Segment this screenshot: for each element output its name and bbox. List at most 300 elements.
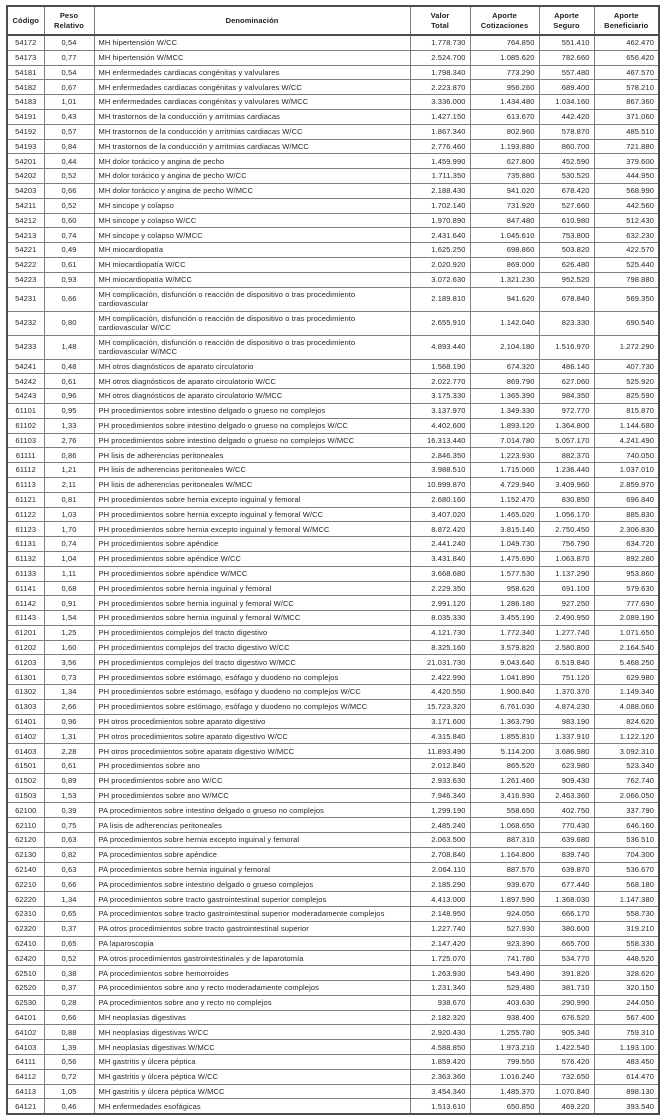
cell-aporte-beneficiario: 462.470 <box>594 35 659 50</box>
table-row <box>7 257 659 272</box>
cell-aporte-beneficiario: 815.870 <box>594 403 659 418</box>
cell-aporte-seguro: 823.330 <box>539 311 594 335</box>
cell-aporte-seguro: 782.660 <box>539 50 594 65</box>
cell-peso-relativo: 0,75 <box>44 818 94 833</box>
cell-codigo: 54193 <box>7 139 44 154</box>
cell-peso-relativo: 1,31 <box>44 729 94 744</box>
cell-aporte-seguro: 1.516.970 <box>539 335 594 359</box>
cell-aporte-seguro: 1.337.910 <box>539 729 594 744</box>
table-row <box>7 463 659 478</box>
cell-denominacion: PA procedimientos sobre intestino delgado o grueso no complejos <box>94 803 410 818</box>
cell-codigo: 54202 <box>7 169 44 184</box>
cell-codigo: 61201 <box>7 625 44 640</box>
cell-aporte-beneficiario: 244.050 <box>594 995 659 1010</box>
cell-aporte-cotizaciones: 1.893.120 <box>470 418 539 433</box>
cell-denominacion: PH procedimientos sobre intestino delgado o grueso no complejos W/MCC <box>94 433 410 448</box>
cell-codigo: 62410 <box>7 936 44 951</box>
cell-valor-total: 4.588.850 <box>410 1040 470 1055</box>
cell-valor-total: 2.189.810 <box>410 287 470 311</box>
cell-denominacion: MH dolor torácico y angina de pecho <box>94 154 410 169</box>
cell-valor-total: 4.402.600 <box>410 418 470 433</box>
cell-peso-relativo: 0,66 <box>44 1010 94 1025</box>
cell-codigo: 54191 <box>7 109 44 124</box>
cell-valor-total: 2.229.350 <box>410 581 470 596</box>
cell-aporte-seguro: 503.820 <box>539 243 594 258</box>
cell-codigo: 61113 <box>7 477 44 492</box>
cell-codigo: 54222 <box>7 257 44 272</box>
cell-valor-total: 2.431.640 <box>410 228 470 243</box>
cell-valor-total: 2.148.950 <box>410 907 470 922</box>
cell-aporte-beneficiario: 393.540 <box>594 1099 659 1114</box>
table-row <box>7 1040 659 1055</box>
cell-denominacion: PH procedimientos sobre ano W/CC <box>94 773 410 788</box>
table-row <box>7 1055 659 1070</box>
cell-valor-total: 2.020.920 <box>410 257 470 272</box>
cell-aporte-seguro: 551.410 <box>539 35 594 50</box>
cell-codigo: 61142 <box>7 596 44 611</box>
cell-peso-relativo: 0,95 <box>44 403 94 418</box>
cell-peso-relativo: 0,63 <box>44 862 94 877</box>
cell-aporte-beneficiario: 825.590 <box>594 389 659 404</box>
table-row <box>7 389 659 404</box>
cell-aporte-beneficiario: 1.144.680 <box>594 418 659 433</box>
cell-denominacion: PH procedimientos sobre estómago, esófago y duodeno no complejos <box>94 670 410 685</box>
cell-aporte-beneficiario: 704.300 <box>594 847 659 862</box>
cell-aporte-seguro: 666.170 <box>539 907 594 922</box>
cell-aporte-cotizaciones: 2.104.180 <box>470 335 539 359</box>
cell-aporte-seguro: 732.650 <box>539 1069 594 1084</box>
cell-peso-relativo: 1,54 <box>44 611 94 626</box>
column-header-peso-relativo: Peso Relativo <box>44 6 94 35</box>
cell-peso-relativo: 0,57 <box>44 124 94 139</box>
table-row <box>7 154 659 169</box>
cell-valor-total: 1.798.340 <box>410 65 470 80</box>
cell-valor-total: 1.459.990 <box>410 154 470 169</box>
cell-aporte-seguro: 623.980 <box>539 759 594 774</box>
cell-codigo: 54241 <box>7 359 44 374</box>
tariff-table <box>6 5 660 1115</box>
cell-valor-total: 1.427.150 <box>410 109 470 124</box>
cell-valor-total: 1.711.350 <box>410 169 470 184</box>
cell-denominacion: PH procedimientos sobre apéndice W/MCC <box>94 566 410 581</box>
cell-aporte-beneficiario: 1.149.340 <box>594 685 659 700</box>
cell-valor-total: 21.031.730 <box>410 655 470 670</box>
column-header-valor-total: Valor Total <box>410 6 470 35</box>
cell-aporte-beneficiario: 1.272.290 <box>594 335 659 359</box>
cell-aporte-beneficiario: 1.122.120 <box>594 729 659 744</box>
cell-codigo: 54182 <box>7 80 44 95</box>
table-row <box>7 773 659 788</box>
cell-aporte-cotizaciones: 1.255.780 <box>470 1025 539 1040</box>
cell-peso-relativo: 1,05 <box>44 1084 94 1099</box>
cell-aporte-cotizaciones: 869.000 <box>470 257 539 272</box>
cell-aporte-cotizaciones: 6.761.030 <box>470 699 539 714</box>
cell-valor-total: 1.702.140 <box>410 198 470 213</box>
cell-denominacion: MH complicación, disfunción o reacción de dispositivo o tras procedimiento cardiovascular W/CC <box>94 311 410 335</box>
cell-denominacion: MH neoplasias digestivas W/MCC <box>94 1040 410 1055</box>
cell-denominacion: PH procedimientos sobre intestino delgado o grueso no complejos <box>94 403 410 418</box>
cell-aporte-cotizaciones: 941.620 <box>470 287 539 311</box>
cell-peso-relativo: 0,73 <box>44 670 94 685</box>
cell-denominacion: MH trastornos de la conducción y arritmias cardiacas W/CC <box>94 124 410 139</box>
table-row <box>7 847 659 862</box>
table-row <box>7 311 659 335</box>
cell-aporte-seguro: 639.870 <box>539 862 594 877</box>
cell-aporte-beneficiario: 1.147.380 <box>594 892 659 907</box>
table-row <box>7 788 659 803</box>
table-row <box>7 1025 659 1040</box>
cell-denominacion: PA procedimientos sobre ano y recto moderadamente complejos <box>94 981 410 996</box>
cell-aporte-beneficiario: 898.130 <box>594 1084 659 1099</box>
cell-aporte-seguro: 3.409.960 <box>539 477 594 492</box>
cell-codigo: 54213 <box>7 228 44 243</box>
cell-peso-relativo: 2,11 <box>44 477 94 492</box>
cell-valor-total: 4.413.000 <box>410 892 470 907</box>
cell-aporte-seguro: 983.190 <box>539 714 594 729</box>
cell-aporte-beneficiario: 536.510 <box>594 833 659 848</box>
cell-aporte-cotizaciones: 3.416.930 <box>470 788 539 803</box>
cell-valor-total: 1.725.070 <box>410 951 470 966</box>
cell-aporte-seguro: 691.100 <box>539 581 594 596</box>
cell-valor-total: 1.568.190 <box>410 359 470 374</box>
cell-valor-total: 4.420.550 <box>410 685 470 700</box>
table-row <box>7 287 659 311</box>
cell-aporte-cotizaciones: 1.068.650 <box>470 818 539 833</box>
cell-peso-relativo: 0,56 <box>44 1055 94 1070</box>
cell-peso-relativo: 0,96 <box>44 389 94 404</box>
table-row <box>7 551 659 566</box>
cell-valor-total: 3.668.680 <box>410 566 470 581</box>
cell-peso-relativo: 0,52 <box>44 169 94 184</box>
cell-aporte-cotizaciones: 1.900.840 <box>470 685 539 700</box>
table-row <box>7 818 659 833</box>
table-row <box>7 95 659 110</box>
cell-peso-relativo: 0,80 <box>44 311 94 335</box>
cell-codigo: 61112 <box>7 463 44 478</box>
cell-codigo: 62530 <box>7 995 44 1010</box>
cell-denominacion: PH procedimientos sobre intestino delgado o grueso no complejos W/CC <box>94 418 410 433</box>
cell-aporte-cotizaciones: 1.475.690 <box>470 551 539 566</box>
cell-valor-total: 4.315.840 <box>410 729 470 744</box>
table-row <box>7 566 659 581</box>
cell-codigo: 62320 <box>7 921 44 936</box>
cell-aporte-beneficiario: 407.730 <box>594 359 659 374</box>
cell-aporte-seguro: 665.700 <box>539 936 594 951</box>
cell-peso-relativo: 0,88 <box>44 1025 94 1040</box>
cell-aporte-beneficiario: 328.620 <box>594 966 659 981</box>
table-row <box>7 995 659 1010</box>
cell-aporte-seguro: 1.277.740 <box>539 625 594 640</box>
cell-codigo: 54242 <box>7 374 44 389</box>
cell-aporte-beneficiario: 536.670 <box>594 862 659 877</box>
cell-denominacion: PH procedimientos sobre apéndice <box>94 537 410 552</box>
cell-aporte-seguro: 830.850 <box>539 492 594 507</box>
table-row <box>7 169 659 184</box>
cell-valor-total: 2.063.500 <box>410 833 470 848</box>
cell-aporte-beneficiario: 523.340 <box>594 759 659 774</box>
cell-codigo: 61203 <box>7 655 44 670</box>
cell-valor-total: 3.336.000 <box>410 95 470 110</box>
cell-valor-total: 2.223.870 <box>410 80 470 95</box>
table-row <box>7 640 659 655</box>
cell-aporte-seguro: 381.710 <box>539 981 594 996</box>
cell-denominacion: PA lisis de adherencias peritoneales <box>94 818 410 833</box>
table-row <box>7 655 659 670</box>
cell-aporte-seguro: 469.220 <box>539 1099 594 1114</box>
cell-codigo: 62110 <box>7 818 44 833</box>
cell-aporte-seguro: 751.120 <box>539 670 594 685</box>
cell-codigo: 61111 <box>7 448 44 463</box>
cell-aporte-cotizaciones: 735.880 <box>470 169 539 184</box>
cell-aporte-cotizaciones: 1.085.620 <box>470 50 539 65</box>
cell-valor-total: 4.121.730 <box>410 625 470 640</box>
cell-aporte-cotizaciones: 887.570 <box>470 862 539 877</box>
table-row <box>7 907 659 922</box>
cell-aporte-cotizaciones: 3.579.820 <box>470 640 539 655</box>
cell-valor-total: 1.859.420 <box>410 1055 470 1070</box>
cell-peso-relativo: 0,66 <box>44 183 94 198</box>
table-row <box>7 418 659 433</box>
cell-denominacion: MH otros diagnósticos de aparato circulatorio <box>94 359 410 374</box>
cell-aporte-seguro: 380.600 <box>539 921 594 936</box>
cell-codigo: 62510 <box>7 966 44 981</box>
cell-valor-total: 2.441.240 <box>410 537 470 552</box>
cell-valor-total: 2.064.110 <box>410 862 470 877</box>
cell-peso-relativo: 0,44 <box>44 154 94 169</box>
cell-aporte-beneficiario: 4.088.060 <box>594 699 659 714</box>
cell-codigo: 54201 <box>7 154 44 169</box>
cell-denominacion: MH complicación, disfunción o reacción de dispositivo o tras procedimiento cardiovascular W/MCC <box>94 335 410 359</box>
cell-aporte-cotizaciones: 773.290 <box>470 65 539 80</box>
cell-peso-relativo: 2,28 <box>44 744 94 759</box>
cell-denominacion: MH neoplasias digestivas <box>94 1010 410 1025</box>
cell-aporte-cotizaciones: 956.260 <box>470 80 539 95</box>
cell-peso-relativo: 3,56 <box>44 655 94 670</box>
cell-valor-total: 4.893.440 <box>410 335 470 359</box>
cell-aporte-beneficiario: 867.360 <box>594 95 659 110</box>
cell-peso-relativo: 0,49 <box>44 243 94 258</box>
cell-denominacion: MH miocardiopatía W/CC <box>94 257 410 272</box>
cell-denominacion: PH procedimientos sobre hernia inguinal y femoral W/MCC <box>94 611 410 626</box>
cell-denominacion: PH procedimientos sobre ano W/MCC <box>94 788 410 803</box>
cell-codigo: 62130 <box>7 847 44 862</box>
cell-aporte-beneficiario: 371.060 <box>594 109 659 124</box>
cell-aporte-cotizaciones: 1.434.480 <box>470 95 539 110</box>
cell-aporte-cotizaciones: 7.014.780 <box>470 433 539 448</box>
cell-valor-total: 7.946.340 <box>410 788 470 803</box>
table-row <box>7 685 659 700</box>
cell-denominacion: PH procedimientos sobre ano <box>94 759 410 774</box>
cell-aporte-seguro: 1.422.540 <box>539 1040 594 1055</box>
cell-valor-total: 3.072.630 <box>410 272 470 287</box>
cell-aporte-cotizaciones: 1.715.060 <box>470 463 539 478</box>
cell-aporte-beneficiario: 2.306.830 <box>594 522 659 537</box>
cell-valor-total: 3.137.970 <box>410 403 470 418</box>
cell-aporte-seguro: 905.340 <box>539 1025 594 1040</box>
cell-aporte-cotizaciones: 529.480 <box>470 981 539 996</box>
cell-codigo: 62140 <box>7 862 44 877</box>
cell-aporte-beneficiario: 5.468.250 <box>594 655 659 670</box>
cell-aporte-beneficiario: 467.570 <box>594 65 659 80</box>
cell-aporte-beneficiario: 512.430 <box>594 213 659 228</box>
table-row <box>7 877 659 892</box>
cell-aporte-seguro: 1.364.800 <box>539 418 594 433</box>
cell-aporte-beneficiario: 442.560 <box>594 198 659 213</box>
cell-valor-total: 2.524.700 <box>410 50 470 65</box>
cell-valor-total: 1.513.610 <box>410 1099 470 1114</box>
cell-peso-relativo: 0,61 <box>44 759 94 774</box>
cell-valor-total: 2.846.350 <box>410 448 470 463</box>
cell-aporte-seguro: 5.057.170 <box>539 433 594 448</box>
cell-aporte-cotizaciones: 865.520 <box>470 759 539 774</box>
cell-aporte-seguro: 1.063.870 <box>539 551 594 566</box>
cell-peso-relativo: 0,77 <box>44 50 94 65</box>
cell-peso-relativo: 1,11 <box>44 566 94 581</box>
cell-valor-total: 2.188.430 <box>410 183 470 198</box>
table-row <box>7 272 659 287</box>
table-row <box>7 403 659 418</box>
cell-denominacion: PA procedimientos sobre hernia inguinal y femoral <box>94 862 410 877</box>
cell-valor-total: 2.012.840 <box>410 759 470 774</box>
cell-codigo: 61501 <box>7 759 44 774</box>
cell-valor-total: 2.485.240 <box>410 818 470 833</box>
cell-valor-total: 2.708.840 <box>410 847 470 862</box>
cell-valor-total: 2.363.360 <box>410 1069 470 1084</box>
cell-aporte-beneficiario: 696.840 <box>594 492 659 507</box>
cell-denominacion: MH dolor torácico y angina de pecho W/CC <box>94 169 410 184</box>
cell-denominacion: MH miocardiopatía W/MCC <box>94 272 410 287</box>
cell-aporte-cotizaciones: 527.930 <box>470 921 539 936</box>
cell-denominacion: PA procedimientos sobre ano y recto no complejos <box>94 995 410 1010</box>
cell-codigo: 62100 <box>7 803 44 818</box>
cell-codigo: 61121 <box>7 492 44 507</box>
cell-valor-total: 2.933.630 <box>410 773 470 788</box>
table-row <box>7 109 659 124</box>
cell-aporte-cotizaciones: 1.016.240 <box>470 1069 539 1084</box>
cell-peso-relativo: 1,03 <box>44 507 94 522</box>
cell-codigo: 61401 <box>7 714 44 729</box>
cell-aporte-beneficiario: 422.570 <box>594 243 659 258</box>
cell-codigo: 62220 <box>7 892 44 907</box>
table-row <box>7 951 659 966</box>
cell-denominacion: PA procedimientos sobre apéndice <box>94 847 410 862</box>
cell-codigo: 61143 <box>7 611 44 626</box>
cell-aporte-cotizaciones: 924.050 <box>470 907 539 922</box>
cell-aporte-cotizaciones: 1.193.880 <box>470 139 539 154</box>
cell-denominacion: PA laparoscopia <box>94 936 410 951</box>
cell-denominacion: MH dolor torácico y angina de pecho W/MCC <box>94 183 410 198</box>
cell-codigo: 64113 <box>7 1084 44 1099</box>
cell-aporte-seguro: 576.420 <box>539 1055 594 1070</box>
cell-peso-relativo: 0,39 <box>44 803 94 818</box>
cell-aporte-cotizaciones: 698.860 <box>470 243 539 258</box>
table-row <box>7 714 659 729</box>
cell-denominacion: PH lisis de adherencias peritoneales W/CC <box>94 463 410 478</box>
table-row <box>7 50 659 65</box>
table-row <box>7 803 659 818</box>
cell-aporte-cotizaciones: 1.152.470 <box>470 492 539 507</box>
table-row <box>7 183 659 198</box>
cell-peso-relativo: 0,43 <box>44 109 94 124</box>
cell-aporte-beneficiario: 614.470 <box>594 1069 659 1084</box>
cell-aporte-cotizaciones: 3.815.140 <box>470 522 539 537</box>
cell-denominacion: MH otros diagnósticos de aparato circulatorio W/MCC <box>94 389 410 404</box>
cell-aporte-beneficiario: 1.193.100 <box>594 1040 659 1055</box>
cell-peso-relativo: 0,37 <box>44 921 94 936</box>
cell-aporte-cotizaciones: 1.164.800 <box>470 847 539 862</box>
cell-peso-relativo: 0,48 <box>44 359 94 374</box>
cell-peso-relativo: 0,52 <box>44 951 94 966</box>
cell-peso-relativo: 1,34 <box>44 685 94 700</box>
cell-denominacion: PH otros procedimientos sobre aparato digestivo W/CC <box>94 729 410 744</box>
cell-denominacion: PH lisis de adherencias peritoneales W/MCC <box>94 477 410 492</box>
table-row <box>7 729 659 744</box>
table-row <box>7 35 659 50</box>
cell-aporte-seguro: 610.980 <box>539 213 594 228</box>
cell-aporte-beneficiario: 558.730 <box>594 907 659 922</box>
cell-aporte-seguro: 1.070.840 <box>539 1084 594 1099</box>
cell-aporte-seguro: 534.770 <box>539 951 594 966</box>
cell-aporte-beneficiario: 320.150 <box>594 981 659 996</box>
cell-denominacion: PH procedimientos complejos del tracto digestivo <box>94 625 410 640</box>
cell-valor-total: 1.625.250 <box>410 243 470 258</box>
cell-peso-relativo: 0,82 <box>44 847 94 862</box>
cell-codigo: 61402 <box>7 729 44 744</box>
table-row <box>7 936 659 951</box>
cell-denominacion: MH gastritis y úlcera péptica <box>94 1055 410 1070</box>
cell-codigo: 62210 <box>7 877 44 892</box>
cell-aporte-seguro: 678.420 <box>539 183 594 198</box>
table-row <box>7 507 659 522</box>
cell-codigo: 61303 <box>7 699 44 714</box>
cell-codigo: 54181 <box>7 65 44 80</box>
table-row <box>7 596 659 611</box>
cell-aporte-cotizaciones: 887.310 <box>470 833 539 848</box>
cell-denominacion: PA procedimientos sobre intestino delgado o grueso complejos <box>94 877 410 892</box>
table-row <box>7 744 659 759</box>
cell-aporte-beneficiario: 2.859.970 <box>594 477 659 492</box>
cell-aporte-cotizaciones: 923.390 <box>470 936 539 951</box>
cell-aporte-cotizaciones: 1.142.040 <box>470 311 539 335</box>
cell-aporte-beneficiario: 525.920 <box>594 374 659 389</box>
cell-denominacion: PA otros procedimientos gastrointestinales y de laparotomía <box>94 951 410 966</box>
cell-aporte-beneficiario: 629.980 <box>594 670 659 685</box>
cell-denominacion: MH hipertensión W/MCC <box>94 50 410 65</box>
cell-aporte-cotizaciones: 938.400 <box>470 1010 539 1025</box>
table-row <box>7 921 659 936</box>
table-row <box>7 139 659 154</box>
table-row <box>7 65 659 80</box>
cell-peso-relativo: 1,39 <box>44 1040 94 1055</box>
cell-codigo: 62310 <box>7 907 44 922</box>
cell-aporte-cotizaciones: 4.729.940 <box>470 477 539 492</box>
cell-peso-relativo: 0,46 <box>44 1099 94 1114</box>
cell-aporte-beneficiario: 690.540 <box>594 311 659 335</box>
table-header-row <box>7 6 659 35</box>
table-row <box>7 335 659 359</box>
cell-denominacion: MH sincope y colapso <box>94 198 410 213</box>
cell-aporte-cotizaciones: 3.455.190 <box>470 611 539 626</box>
cell-valor-total: 3.454.340 <box>410 1084 470 1099</box>
table-row <box>7 699 659 714</box>
cell-denominacion: PH procedimientos sobre hernia inguinal y femoral W/CC <box>94 596 410 611</box>
cell-peso-relativo: 1,34 <box>44 892 94 907</box>
cell-codigo: 62420 <box>7 951 44 966</box>
cell-aporte-cotizaciones: 1.485.370 <box>470 1084 539 1099</box>
cell-peso-relativo: 0,28 <box>44 995 94 1010</box>
cell-codigo: 61403 <box>7 744 44 759</box>
cell-peso-relativo: 0,66 <box>44 877 94 892</box>
